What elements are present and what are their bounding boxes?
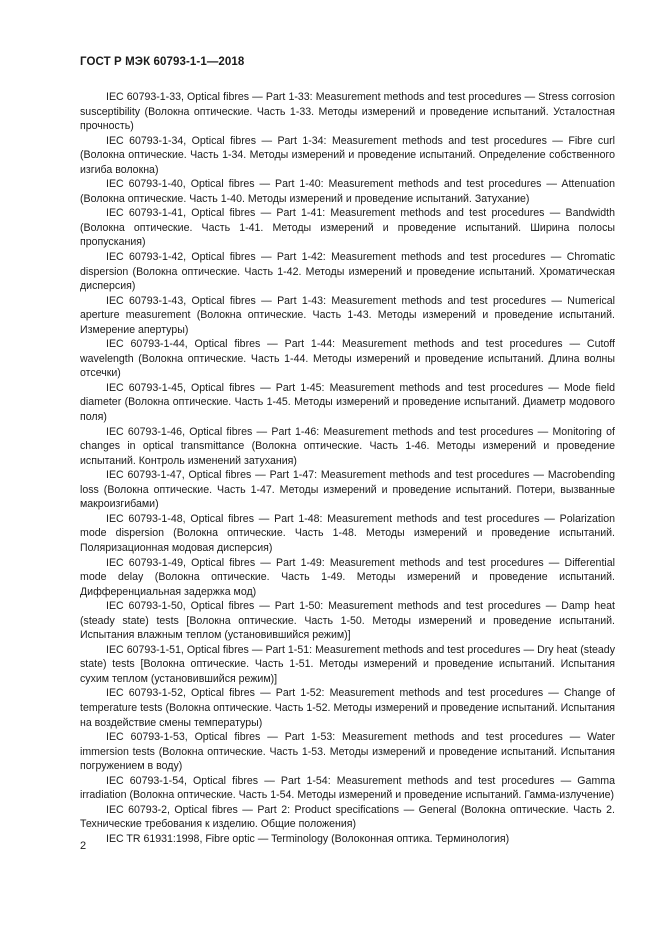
reference-entry: IEC 60793-1-48, Optical fibres — Part 1-48: Measurement methods and test procedures — Polarization mode dispersion (Волокна оптические. Часть 1-48. Методы измерений и проведение испытаний. Поляризационная модовая дисперсия) [80, 512, 615, 554]
reference-entry: IEC 60793-1-33, Optical fibres — Part 1-33: Measurement methods and test procedures — Stress corrosion susceptibility (Волокна оптические. Часть 1-33. Методы измерений и проведение испытаний. Усталостная прочность) [80, 91, 615, 133]
reference-entry: IEC 60793-1-51, Optical fibres — Part 1-51: Measurement methods and test procedures — Dry heat (steady state) tests [Волокна оптические. Часть 1-51. Методы измерений и проведение испытаний. Испытания сухим теплом (установившийся режим)] [80, 643, 615, 685]
reference-entry: IEC 60793-1-45, Optical fibres — Part 1-45: Measurement methods and test procedures — Mode field diameter (Волокна оптические. Часть 1-45. Методы измерений и проведение испытаний. Диаметр модового поля) [80, 381, 615, 424]
reference-entry: IEC 60793-1-34, Optical fibres — Part 1-34: Measurement methods and test procedures — Fibre curl (Волокна оптические. Часть 1-34. Методы измерений и проведение испытаний. Определение собственного изгиба волокна) [80, 134, 615, 176]
reference-entry: IEC 60793-1-46, Optical fibres — Part 1-46: Measurement methods and test procedures — Monitoring of changes in optical transmittance (Волокна оптические. Часть 1-46. Методы измерений и проведение испытаний. Контроль изменений затухания) [80, 425, 615, 467]
reference-entry: IEC 60793-1-54, Optical fibres — Part 1-54: Measurement methods and test procedures — Gamma irradiation (Волокна оптические. Часть 1-54. Методы измерений и проведение испытаний. Гамма-излучение) [80, 774, 615, 802]
reference-entry: IEC 60793-1-40, Optical fibres — Part 1-40: Measurement methods and test procedures — Attenuation (Волокна оптические. Часть 1-40. Методы измерений и проведение испытаний. Затухание) [80, 178, 615, 205]
page-number: 2 [80, 840, 87, 852]
reference-entry: IEC 60793-1-44, Optical fibres — Part 1-44: Measurement methods and test procedures — Cutoff wavelength (Волокна оптические. Часть 1-44. Методы измерений и проведение испытаний. Длина волны отсечки) [80, 338, 615, 380]
reference-entry: IEC 60793-1-41, Optical fibres — Part 1-41: Measurement methods and test procedures — Bandwidth (Волокна оптические. Часть 1-41. Методы измерений и проведение испытаний. Ширина полосы пропускания) [80, 207, 615, 249]
reference-entry: IEC 60793-1-50, Optical fibres — Part 1-50: Measurement methods and test procedures — Damp heat (steady state) tests [Волокна оптические. Часть 1-50. Методы измерений и проведение испытаний. Испытания влажным теплом (установившийся режим)] [80, 600, 615, 642]
reference-entry: IEC 60793-1-52, Optical fibres — Part 1-52: Measurement methods and test procedures — Change of temperature tests (Волокна оптические. Часть 1-52. Методы измерений и проведение испытаний. Испытания на воздействие смены температуры) [80, 687, 615, 729]
reference-entry: IEC 60793-1-43, Optical fibres — Part 1-43: Measurement methods and test procedures — Numerical aperture measurement (Волокна оптические. Часть 1-43. Методы измерений и проведение испытаний. Измерение апертуры) [80, 294, 615, 336]
reference-entry: IEC TR 61931:1998, Fibre optic — Terminology (Волоконная оптика. Терминология) [106, 832, 510, 845]
reference-entry: IEC 60793-1-42, Optical fibres — Part 1-42: Measurement methods and test procedures — Chromatic dispersion (Волокна оптические. Часть 1-42. Методы измерений и проведение испытаний. Хроматическая дисперсия) [80, 251, 615, 293]
document-header: ГОСТ Р МЭК 60793-1-1—2018 [80, 56, 245, 68]
normative-references-list [80, 90, 615, 846]
reference-entry: IEC 60793-1-47, Optical fibres — Part 1-47: Measurement methods and test procedures — Macrobending loss (Волокна оптические. Часть 1-47. Методы измерений и проведение испытаний. Потери, вызванные макроизгибами) [80, 469, 615, 511]
reference-entry: IEC 60793-1-49, Optical fibres — Part 1-49: Measurement methods and test procedures — Differential mode delay (Волокна оптические. Часть 1-49. Методы измерений и проведение испытаний. Дифференциальная задержка мод) [80, 556, 615, 598]
reference-entry: IEC 60793-1-53, Optical fibres — Part 1-53: Measurement methods and test procedures — Water immersion tests (Волокна оптические. Часть 1-53. Методы измерений и проведение испытаний. Испытания погружением в воду) [80, 731, 615, 773]
reference-entry: IEC 60793-2, Optical fibres — Part 2: Product specifications — General (Волокна оптические. Часть 2. Технические требования к изделию. Общие положения) [80, 803, 615, 831]
